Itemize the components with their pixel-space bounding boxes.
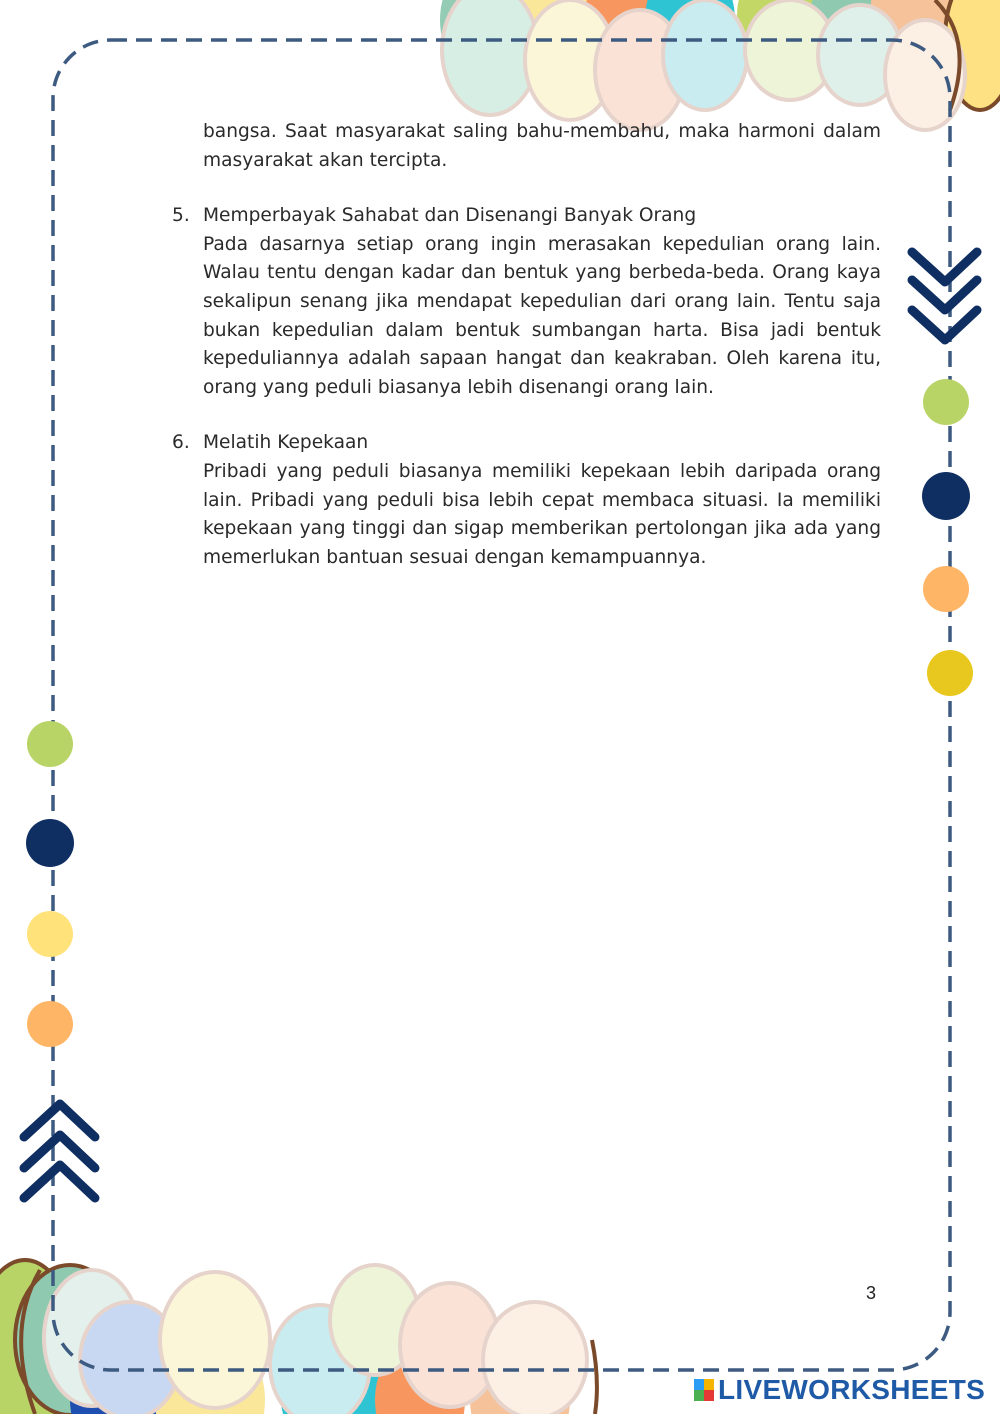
- list-item: [172, 429, 881, 572]
- orange-dot-left: [27, 1001, 73, 1047]
- liveworksheets-logo-icon: [694, 1379, 714, 1401]
- chevron-up-icon: [24, 1104, 95, 1198]
- list-item-body: Pada dasarnya setiap orang ingin merasakan kepedulian orang lain. Walau tentu dengan kadar dan bentuk yang berbeda-beda. Orang kaya sekalipun senang jika mendapat kepedulian dari orang lain. Tentu saja bukan kepedulian dalam bentuk sumbangan harta. Bisa jadi bentuk kepeduliannya adalah sapaan hangat dan keakraban. Oleh karena itu, orang yang peduli biasanya lebih disenangi orang lain.: [203, 233, 881, 398]
- yellow-dot-left: [27, 911, 73, 957]
- gold-dot: [927, 650, 973, 696]
- green-dot: [923, 379, 969, 425]
- list-item-title: Melatih Kepekaan: [203, 432, 369, 454]
- navy-dot: [922, 472, 970, 520]
- top-egg-decoration: [440, 0, 1000, 130]
- bottom-egg-decoration: [0, 1260, 597, 1414]
- orange-dot: [923, 566, 969, 612]
- continuation-paragraph: bangsa. Saat masyarakat saling bahu-membahu, maka harmoni dalam masyarakat akan tercipta.: [203, 121, 881, 171]
- list-item-number: 5.: [172, 205, 190, 227]
- list-item: [172, 202, 881, 402]
- green-dot-left: [27, 721, 73, 767]
- brand-name: LIVEWORKSHEETS: [718, 1374, 986, 1405]
- chevron-down-icon: [912, 252, 977, 340]
- document-body: [172, 118, 881, 572]
- page-number: 3: [866, 1283, 877, 1303]
- list-item-title: Memperbayak Sahabat dan Disenangi Banyak Orang: [203, 205, 697, 227]
- list-item-body: Pribadi yang peduli biasanya memiliki kepekaan lebih daripada orang lain. Pribadi yang peduli bisa lebih cepat membaca situasi. Ia memiliki kepekaan yang tinggi dan sigap memberikan pertolongan jika ada yang memerlukan bantuan sesuai dengan kemampuannya.: [203, 460, 881, 568]
- navy-dot-left: [26, 819, 74, 867]
- list-item-number: 6.: [172, 432, 190, 454]
- liveworksheets-logo[interactable]: [694, 1374, 985, 1406]
